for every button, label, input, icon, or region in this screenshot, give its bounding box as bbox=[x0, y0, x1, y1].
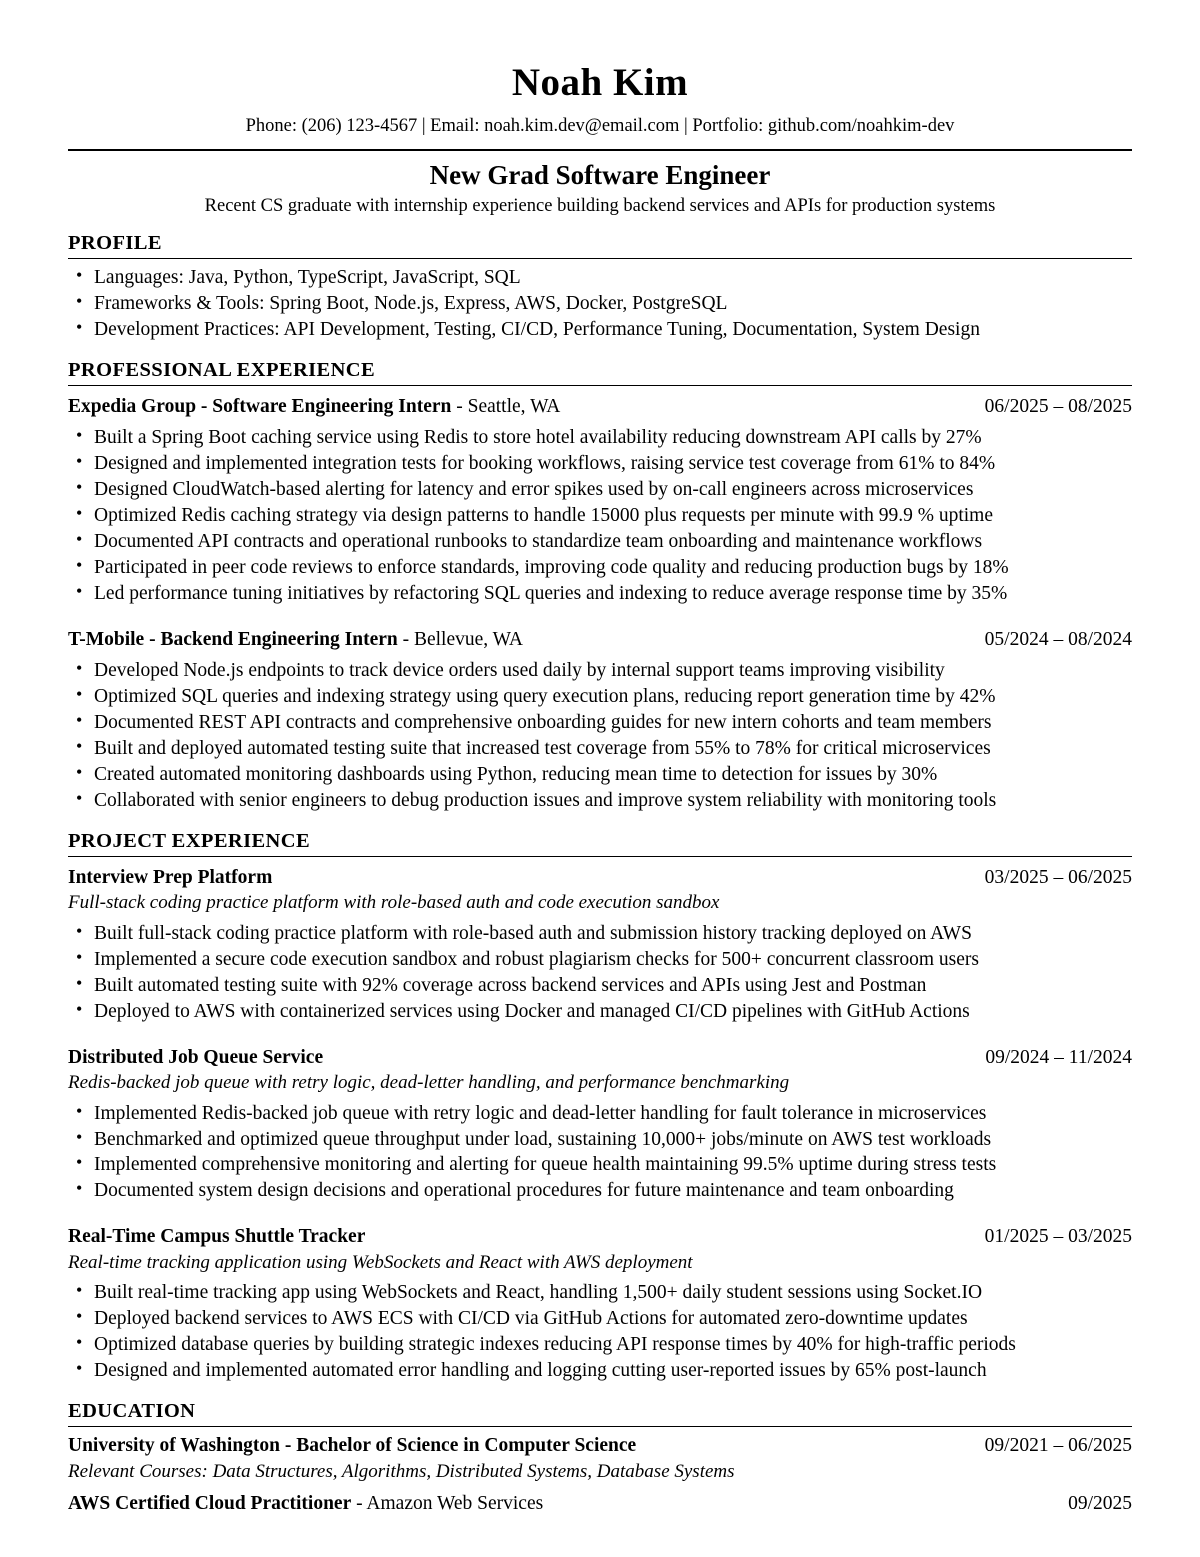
list-item: • Frameworks & Tools: Spring Boot, Node.js, Express, AWS, Docker, PostgreSQL bbox=[68, 291, 1132, 317]
entry-dates: 03/2025 – 06/2025 bbox=[984, 866, 1132, 888]
list-item: • Built a Spring Boot caching service using Redis to store hotel availability reducing downstream API calls by 27% bbox=[68, 425, 1132, 451]
list-item: • Development Practices: API Development, Testing, CI/CD, Performance Tuning, Documentation, System Design bbox=[68, 317, 1132, 343]
project-entry bbox=[68, 1046, 1132, 1205]
list-item: • Built automated testing suite with 92% coverage across backend services and APIs using Jest and Postman bbox=[68, 973, 1132, 999]
list-item: • Built real-time tracking app using WebSockets and React, handling 1,500+ daily student sessions using Socket.IO bbox=[68, 1280, 1132, 1306]
experience-entry bbox=[68, 628, 1132, 814]
entry-dates: 05/2024 – 08/2024 bbox=[984, 628, 1132, 650]
list-item: • Documented system design decisions and operational procedures for future maintenance and team onboarding bbox=[68, 1178, 1132, 1204]
entry-dates: 09/2024 – 11/2024 bbox=[985, 1046, 1132, 1068]
project-bullets bbox=[68, 1101, 1132, 1205]
employer-role: T-Mobile - Backend Engineering Intern bbox=[68, 628, 398, 650]
entry-header bbox=[68, 1046, 1132, 1070]
candidate-name: Noah Kim bbox=[511, 61, 689, 104]
experience-bullets bbox=[68, 425, 1132, 606]
list-item: • Led performance tuning initiatives by refactoring SQL queries and indexing to reduce average response time by 35% bbox=[68, 581, 1132, 607]
list-item: • Optimized database queries by building strategic indexes reducing API response times by 40% for high-traffic periods bbox=[68, 1332, 1132, 1358]
project-bullets bbox=[68, 1280, 1132, 1384]
experience-entry bbox=[68, 395, 1132, 607]
project-title: Distributed Job Queue Service bbox=[68, 1046, 324, 1068]
employer-role: Expedia Group - Software Engineering Intern bbox=[68, 395, 452, 417]
list-item: • Participated in peer code reviews to enforce standards, improving code quality and reducing production bugs by 18% bbox=[68, 555, 1132, 581]
section-experience bbox=[68, 359, 1132, 814]
list-item: • Built full-stack coding practice platform with role-based auth and submission history tracking deployed on AWS bbox=[68, 921, 1132, 947]
project-title: Interview Prep Platform bbox=[68, 866, 273, 888]
project-title: Real-Time Campus Shuttle Tracker bbox=[68, 1226, 366, 1248]
entry-title-line bbox=[68, 395, 560, 419]
certification-title: AWS Certified Cloud Practitioner bbox=[68, 1493, 352, 1515]
project-entry bbox=[68, 1225, 1132, 1384]
list-item: • Created automated monitoring dashboards using Python, reducing mean time to detection for issues by 30% bbox=[68, 762, 1132, 788]
entry-header bbox=[68, 1225, 1132, 1249]
section-education bbox=[68, 1400, 1132, 1517]
project-description: Real-time tracking application using WebSockets and React with AWS deployment bbox=[68, 1251, 693, 1273]
resume-header bbox=[68, 62, 1132, 218]
experience-bullets bbox=[68, 658, 1132, 814]
entry-dates: 06/2025 – 08/2025 bbox=[984, 395, 1132, 417]
list-item: • Optimized Redis caching strategy via design patterns to handle 15000 plus requests per minute with 99.9 % uptime bbox=[68, 503, 1132, 529]
section-divider-projects bbox=[68, 856, 1132, 857]
section-profile bbox=[68, 232, 1132, 343]
section-title-profile: PROFILE bbox=[68, 232, 162, 255]
section-divider-education bbox=[68, 1426, 1132, 1427]
section-divider-profile bbox=[68, 258, 1132, 259]
entry-title-line bbox=[68, 1492, 543, 1516]
section-title-experience: PROFESSIONAL EXPERIENCE bbox=[68, 358, 376, 381]
certification-issuer: - Amazon Web Services bbox=[351, 1493, 544, 1515]
list-item: • Implemented a secure code execution sandbox and robust plagiarism checks for 500+ concurrent classroom users bbox=[68, 947, 1132, 973]
entry-dates: 01/2025 – 03/2025 bbox=[984, 1226, 1132, 1248]
project-entry bbox=[68, 866, 1132, 1025]
relevant-courses: Relevant Courses: Data Structures, Algorithms, Distributed Systems, Database Systems bbox=[68, 1460, 735, 1482]
section-title-projects: PROJECT EXPERIENCE bbox=[68, 829, 311, 852]
certification-entry bbox=[68, 1492, 1132, 1516]
list-item: • Built and deployed automated testing suite that increased test coverage from 55% to 78% for critical microservices bbox=[68, 736, 1132, 762]
list-item: • Developed Node.js endpoints to track device orders used daily by internal support teams improving visibility bbox=[68, 658, 1132, 684]
entry-header bbox=[68, 1492, 1132, 1516]
list-item: • Documented API contracts and operational runbooks to standardize team onboarding and maintenance workflows bbox=[68, 529, 1132, 555]
project-description: Full-stack coding practice platform with role-based auth and code execution sandbox bbox=[68, 892, 720, 914]
employer-location: - Seattle, WA bbox=[451, 395, 561, 417]
entry-header bbox=[68, 628, 1132, 652]
education-entry bbox=[68, 1434, 1132, 1483]
degree-title: University of Washington - Bachelor of Science in Computer Science bbox=[68, 1435, 637, 1457]
employer-location: - Bellevue, WA bbox=[397, 628, 524, 650]
project-description: Redis-backed job queue with retry logic, dead-letter handling, and performance benchmarking bbox=[68, 1071, 790, 1093]
entry-header bbox=[68, 866, 1132, 890]
list-item: • Documented REST API contracts and comprehensive onboarding guides for new intern cohorts and team members bbox=[68, 710, 1132, 736]
entry-title-line bbox=[68, 628, 523, 652]
list-item: • Optimized SQL queries and indexing strategy using query execution plans, reducing report generation time by 42% bbox=[68, 684, 1132, 710]
header-divider bbox=[68, 149, 1132, 151]
job-title-headline: New Grad Software Engineer bbox=[429, 160, 771, 191]
project-bullets bbox=[68, 921, 1132, 1025]
entry-header bbox=[68, 395, 1132, 419]
list-item: • Designed and implemented integration tests for booking workflows, raising service test coverage from 61% to 84% bbox=[68, 451, 1132, 477]
list-item: • Deployed to AWS with containerized services using Docker and managed CI/CD pipelines with GitHub Actions bbox=[68, 999, 1132, 1025]
list-item: • Benchmarked and optimized queue throughput under load, sustaining 10,000+ jobs/minute on AWS test workloads bbox=[68, 1127, 1132, 1153]
list-item: • Implemented Redis-backed job queue with retry logic and dead-letter handling for fault tolerance in microservices bbox=[68, 1101, 1132, 1127]
list-item: • Deployed backend services to AWS ECS with CI/CD via GitHub Actions for automated zero-downtime updates bbox=[68, 1306, 1132, 1332]
entry-dates: 09/2021 – 06/2025 bbox=[984, 1435, 1132, 1457]
entry-header bbox=[68, 1434, 1132, 1458]
list-item: • Languages: Java, Python, TypeScript, JavaScript, SQL bbox=[68, 265, 1132, 291]
section-divider-experience bbox=[68, 385, 1132, 386]
section-title-education: EDUCATION bbox=[68, 1400, 196, 1423]
list-item: • Designed and implemented automated error handling and logging cutting user-reported issues by 65% post-launch bbox=[68, 1358, 1132, 1384]
entry-dates: 09/2025 bbox=[1068, 1493, 1132, 1515]
contact-line: Phone: (206) 123-4567 | Email: noah.kim.dev@email.com | Portfolio: github.com/noahkim-dev bbox=[245, 115, 955, 136]
summary-tagline: Recent CS graduate with internship experience building backend services and APIs for production systems bbox=[204, 196, 996, 217]
spacer bbox=[68, 1204, 1132, 1216]
list-item: • Implemented comprehensive monitoring and alerting for queue health maintaining 99.5% uptime during stress tests bbox=[68, 1152, 1132, 1178]
list-item: • Collaborated with senior engineers to debug production issues and improve system reliability with monitoring tools bbox=[68, 788, 1132, 814]
list-item: • Designed CloudWatch-based alerting for latency and error spikes used by on-call engineers across microservices bbox=[68, 477, 1132, 503]
spacer bbox=[68, 1025, 1132, 1037]
section-projects bbox=[68, 830, 1132, 1384]
spacer bbox=[68, 607, 1132, 619]
profile-list bbox=[68, 265, 1132, 343]
